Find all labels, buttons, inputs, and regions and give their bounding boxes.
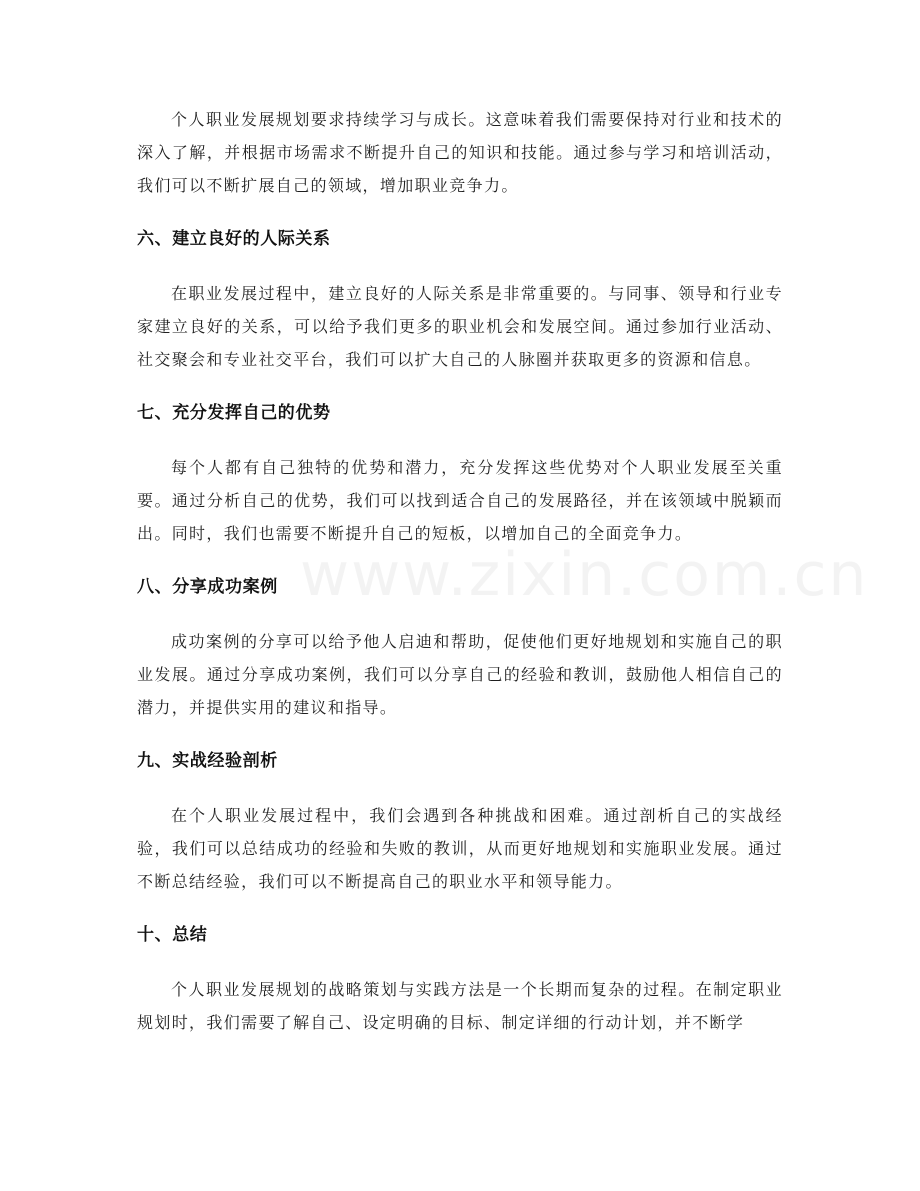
section-paragraph-6: 在职业发展过程中，建立良好的人际关系是非常重要的。与同事、领导和行业专家建立良好的关系，可以给予我们更多的职业机会和发展空间。通过参加行业活动、社交聚会和专业社交平台，我们可以扩大自己的人脉圈并获取更多的资源和信息。 bbox=[137, 284, 783, 369]
section-paragraph-7: 每个人都有自己独特的优势和潜力，充分发挥这些优势对个人职业发展至关重要。通过分析自己的优势，我们可以找到适合自己的发展路径，并在该领域中脱颖而出。同时，我们也需要不断提升自己的短板，以增加自己的全面竞争力。 bbox=[137, 458, 783, 543]
intro-paragraph: 个人职业发展规划要求持续学习与成长。这意味着我们需要保持对行业和技术的深入了解，并根据市场需求不断提升自己的知识和技能。通过参与学习和培训活动，我们可以不断扩展自己的领域，增加职业竞争力。 bbox=[137, 110, 783, 195]
section-heading-8: 八、分享成功案例 bbox=[137, 577, 278, 597]
section-paragraph-10: 个人职业发展规划的战略策划与实践方法是一个长期而复杂的过程。在制定职业规划时，我们需要了解自己、设定明确的目标、制定详细的行动计划，并不断学 bbox=[137, 980, 783, 1032]
section-heading-7: 七、充分发挥自己的优势 bbox=[137, 403, 331, 423]
watermark-text: www.zixin.com.cn bbox=[300, 540, 869, 610]
document-body bbox=[137, 103, 783, 1039]
section-heading-10: 十、总结 bbox=[137, 925, 208, 945]
section-heading-9: 九、实战经验剖析 bbox=[137, 751, 278, 771]
section-paragraph-8: 成功案例的分享可以给予他人启迪和帮助，促使他们更好地规划和实施自己的职业发展。通过分享成功案例，我们可以分享自己的经验和教训，鼓励他人相信自己的潜力，并提供实用的建议和指导。 bbox=[137, 632, 783, 717]
section-heading-6: 六、建立良好的人际关系 bbox=[137, 229, 331, 249]
section-paragraph-9: 在个人职业发展过程中，我们会遇到各种挑战和困难。通过剖析自己的实战经验，我们可以总结成功的经验和失败的教训，从而更好地规划和实施职业发展。通过不断总结经验，我们可以不断提高自己的职业水平和领导能力。 bbox=[137, 806, 783, 891]
